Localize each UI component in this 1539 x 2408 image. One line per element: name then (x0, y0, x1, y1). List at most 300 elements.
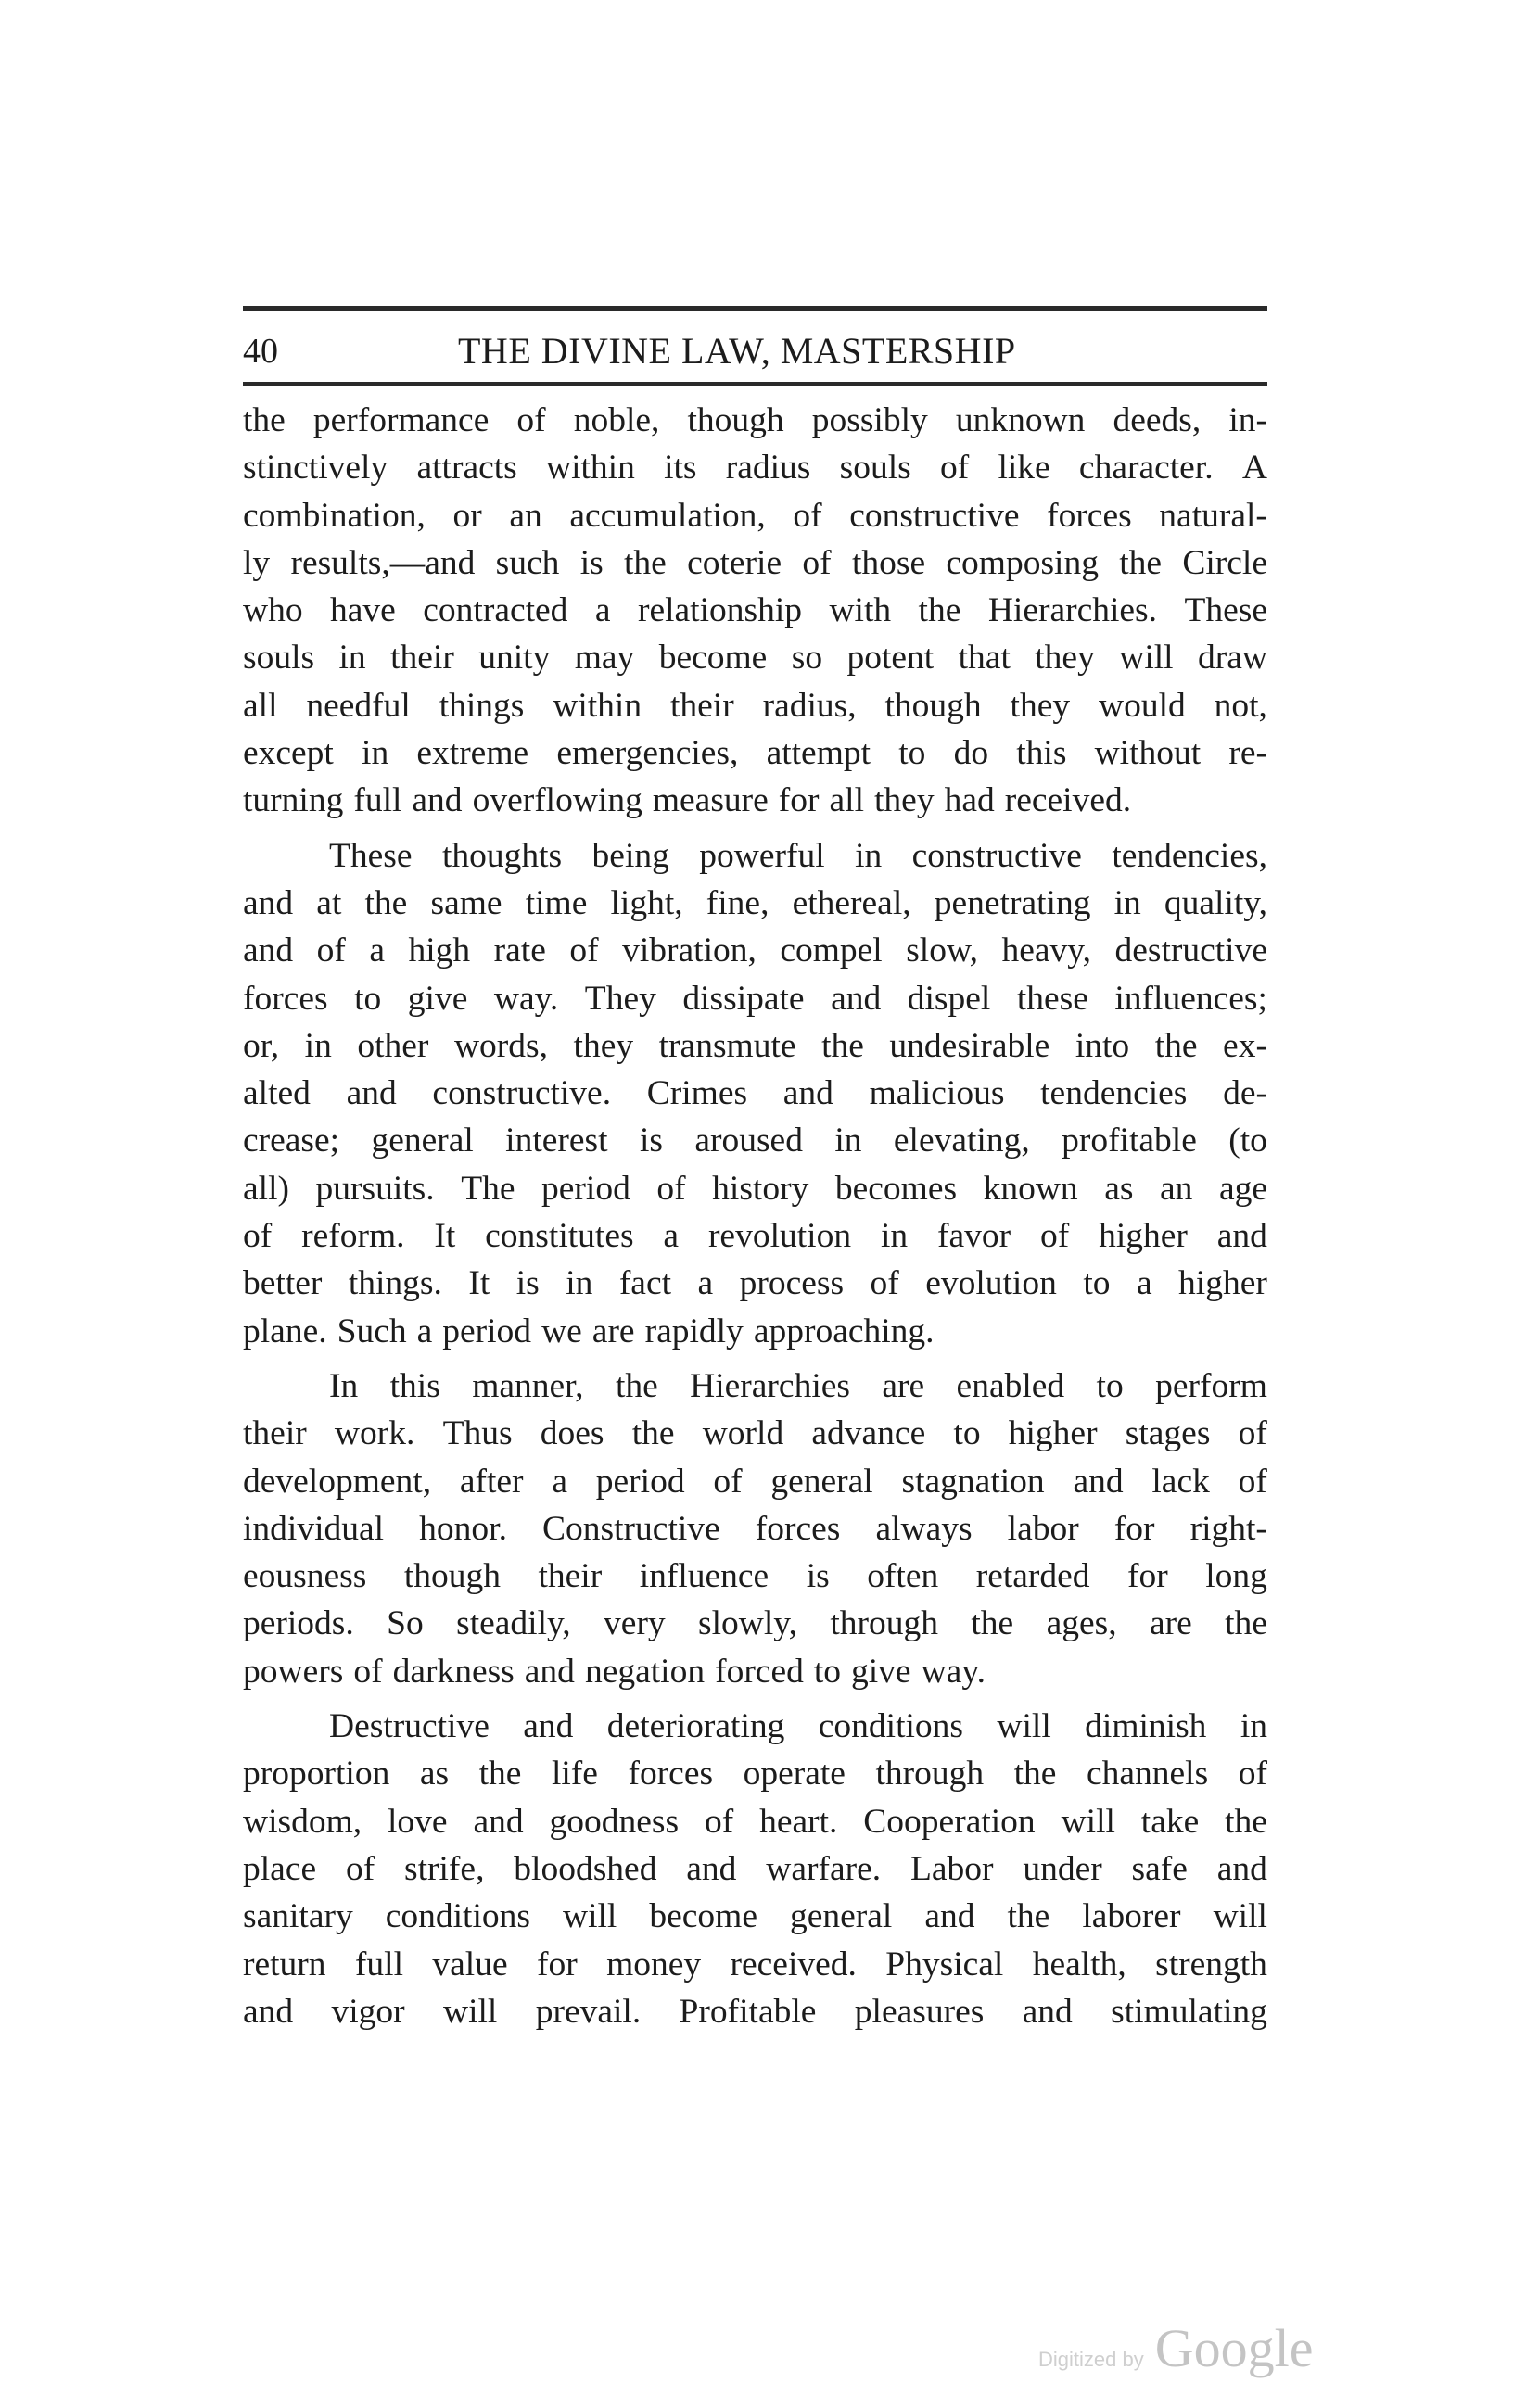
word: period (595, 1462, 685, 1501)
word: known (983, 1169, 1078, 1208)
word: and (924, 1897, 975, 1936)
word: with (829, 591, 892, 630)
word: of (704, 1802, 734, 1841)
word: deeds, (1113, 401, 1202, 439)
word: time (525, 883, 588, 922)
word: of (793, 496, 822, 535)
word: Hierarchies (690, 1366, 850, 1405)
word: we (541, 1312, 582, 1350)
word: full (354, 1945, 403, 1983)
word: received. (730, 1945, 857, 1983)
word: conditions (818, 1707, 964, 1746)
word: The (461, 1169, 515, 1208)
word: wisdom, (243, 1802, 362, 1841)
text-line (243, 1117, 1267, 1164)
word: all (829, 781, 865, 820)
word: diminish (1085, 1707, 1207, 1746)
word: alted (243, 1074, 311, 1113)
word: world (702, 1414, 784, 1453)
word: may (574, 639, 635, 678)
word: of (569, 932, 599, 970)
word: as (1104, 1169, 1134, 1208)
text-line (243, 1410, 1267, 1457)
word: and (686, 1849, 737, 1888)
word: accumulation, (569, 496, 766, 535)
word: eousness (243, 1557, 367, 1596)
paragraph (243, 397, 1267, 825)
word: and (1022, 1992, 1073, 2031)
word: These (329, 836, 413, 875)
word: labor (1007, 1509, 1079, 1548)
body-text (243, 397, 1267, 2035)
word: such (495, 543, 560, 582)
word: to (1096, 1366, 1124, 1405)
word: powers (243, 1652, 344, 1691)
digitized-by-google-watermark (1038, 2317, 1313, 2379)
paragraph-gap (243, 1355, 1267, 1362)
word: and (1073, 1462, 1124, 1501)
text-line (243, 1070, 1267, 1117)
word: become (649, 1897, 757, 1936)
text-line (243, 1941, 1267, 1988)
word: for (778, 781, 820, 820)
text-line (243, 1703, 1267, 1750)
word: period (442, 1312, 532, 1350)
word: proportion (243, 1755, 390, 1793)
word: is (579, 543, 604, 582)
word: or (452, 496, 482, 535)
word: needful (306, 686, 411, 725)
word: is (639, 1122, 663, 1160)
word: high (408, 932, 471, 970)
word: forces (628, 1755, 714, 1793)
word: their (390, 639, 454, 678)
word: in (880, 1217, 909, 1256)
word: or, (243, 1026, 280, 1065)
word: will (997, 1707, 1051, 1746)
word: and (1216, 1849, 1267, 1888)
text-line (243, 975, 1267, 1022)
word: not, (1214, 686, 1267, 725)
word: reform. (301, 1217, 405, 1256)
word: souls (243, 639, 315, 678)
text-line (243, 729, 1267, 777)
word: relationship (637, 591, 802, 630)
word: the (1119, 543, 1163, 582)
word: same (430, 883, 502, 922)
text-line (243, 1308, 1267, 1355)
text-line (243, 539, 1267, 587)
word: stinctively (243, 449, 388, 488)
word: of (316, 932, 346, 970)
word: long (1205, 1557, 1267, 1596)
word: combination, (243, 496, 426, 535)
word: way. (493, 979, 559, 1018)
word: negation (584, 1652, 706, 1691)
word: Physical (885, 1945, 1004, 1983)
word: manner, (472, 1366, 584, 1405)
word: Crimes (646, 1074, 748, 1113)
word: interest (505, 1122, 608, 1160)
text-line (243, 1362, 1267, 1410)
word: in (1240, 1707, 1267, 1746)
text-line (243, 1260, 1267, 1307)
text-line (243, 682, 1267, 729)
word: of (656, 1169, 686, 1208)
watermark-prefix: Digitized by (1038, 2348, 1144, 2371)
word: potent (846, 639, 935, 678)
word: all) (243, 1169, 289, 1208)
word: strength (1155, 1945, 1267, 1983)
running-title: THE DIVINE LAW, MASTERSHIP (458, 330, 1016, 372)
word: for (1113, 1509, 1155, 1548)
word: except (243, 734, 334, 773)
word: period (541, 1169, 630, 1208)
word: and (412, 781, 463, 820)
word: performance (312, 401, 490, 439)
word: an (1160, 1169, 1193, 1208)
word: their (669, 686, 734, 725)
word: Hierarchies. (987, 591, 1158, 630)
word: a (663, 1217, 680, 1256)
word: laborer (1082, 1897, 1181, 1936)
word: higher (1178, 1264, 1267, 1303)
word: ex- (1223, 1026, 1267, 1065)
word: process (739, 1264, 845, 1303)
word: work. (334, 1414, 415, 1453)
word: and (831, 979, 882, 1018)
word: and (523, 1707, 574, 1746)
word: become (658, 639, 768, 678)
word: place (243, 1849, 317, 1888)
word: at (316, 883, 342, 922)
word: of (1039, 1217, 1070, 1256)
word: for (1127, 1557, 1168, 1596)
word: these (1016, 979, 1088, 1018)
text-line (243, 1845, 1267, 1893)
word: and (782, 1074, 833, 1113)
word: favor (936, 1217, 1011, 1256)
word: unity (478, 639, 551, 678)
word: to (813, 1652, 842, 1691)
word: lack (1151, 1462, 1210, 1501)
word: without (1094, 734, 1202, 773)
word: in- (1228, 401, 1267, 439)
word: other (357, 1026, 429, 1065)
word: the (1013, 1755, 1057, 1793)
word: a (369, 932, 386, 970)
word: things. (348, 1264, 442, 1303)
word: fine, (706, 883, 770, 922)
word: to (953, 1414, 981, 1453)
word: to (354, 979, 382, 1018)
text-line (243, 444, 1267, 491)
word: sanitary (243, 1897, 353, 1936)
word: would (1098, 686, 1186, 725)
running-head (243, 326, 1267, 382)
word: the (1007, 1897, 1050, 1936)
word: they (1010, 686, 1071, 725)
word: thoughts (441, 836, 563, 875)
word: goodness (549, 1802, 680, 1841)
word: those (851, 543, 926, 582)
word: are (591, 1312, 635, 1350)
word: of (1238, 1755, 1267, 1793)
word: the (1225, 1604, 1267, 1643)
word: general (371, 1122, 474, 1160)
word: for (536, 1945, 578, 1983)
page-number: 40 (243, 332, 278, 371)
header-rule (243, 382, 1267, 386)
word: within (545, 449, 635, 488)
word: though (687, 401, 784, 439)
word: though (884, 686, 982, 725)
word: dissipate (682, 979, 805, 1018)
word: de- (1223, 1074, 1267, 1113)
word: their (243, 1414, 307, 1453)
word: the (478, 1755, 522, 1793)
word: deteriorating (606, 1707, 785, 1746)
word: the (971, 1604, 1014, 1643)
text-line (243, 1600, 1267, 1647)
word: ages, (1046, 1604, 1117, 1643)
word: in (566, 1264, 593, 1303)
word: the (631, 1414, 675, 1453)
word: enabled (956, 1366, 1065, 1405)
word: to (898, 734, 926, 773)
word: unknown (955, 401, 1086, 439)
word: is (806, 1557, 830, 1596)
word: conditions (385, 1897, 530, 1936)
word: they (573, 1026, 634, 1065)
word: have (330, 591, 396, 630)
word: so (791, 639, 823, 678)
word: are (882, 1366, 925, 1405)
word: health, (1032, 1945, 1126, 1983)
word: Cooperation (863, 1802, 1036, 1841)
word: strife, (404, 1849, 485, 1888)
word: plane. (243, 1312, 327, 1350)
word: safe (1131, 1849, 1188, 1888)
word: bloodshed (514, 1849, 657, 1888)
text-line (243, 1750, 1267, 1797)
word: right- (1189, 1509, 1267, 1548)
word: received. (1004, 781, 1132, 820)
word: always (875, 1509, 973, 1548)
word: words, (453, 1026, 548, 1065)
word: will (1119, 639, 1174, 678)
word: as (419, 1755, 450, 1793)
word: will (563, 1897, 617, 1936)
word: general (789, 1897, 893, 1936)
word: dispel (907, 979, 991, 1018)
word: Profitable (679, 1992, 817, 2031)
word: radius (725, 449, 811, 488)
word: approaching. (753, 1312, 935, 1350)
word: the (821, 1026, 864, 1065)
word: vigor (331, 1992, 405, 2031)
word: Thus (442, 1414, 513, 1453)
word: of (345, 1849, 375, 1888)
word: evolution (925, 1264, 1057, 1303)
text-line (243, 1505, 1267, 1553)
google-logo: Google (1154, 2318, 1314, 2378)
word: an (509, 496, 542, 535)
word: destructive (1114, 932, 1267, 970)
word: a (594, 591, 611, 630)
word: their (538, 1557, 603, 1596)
text-line (243, 777, 1267, 824)
word: Constructive (542, 1509, 720, 1548)
word: tendencies (1040, 1074, 1188, 1113)
word: pursuits. (315, 1169, 435, 1208)
word: advance (811, 1414, 926, 1453)
word: being (591, 836, 669, 875)
text-line (243, 1165, 1267, 1212)
word: like (998, 449, 1050, 488)
word: crease; (243, 1122, 340, 1160)
word: It (434, 1217, 456, 1256)
word: though (403, 1557, 501, 1596)
word: channels (1086, 1755, 1209, 1793)
word: they (874, 781, 935, 820)
word: contracted (423, 591, 568, 630)
word: they (1035, 639, 1095, 678)
word: stagnation (901, 1462, 1045, 1501)
word: its (664, 449, 697, 488)
text-line (243, 587, 1267, 634)
word: the (364, 883, 408, 922)
word: natural- (1159, 496, 1267, 535)
word: light, (610, 883, 683, 922)
word: in (855, 836, 883, 875)
word: emergencies, (556, 734, 739, 773)
word: does (540, 1414, 604, 1453)
word: and (524, 1652, 575, 1691)
word: slowly, (698, 1604, 797, 1643)
word: give (407, 979, 468, 1018)
word: through (875, 1755, 985, 1793)
word: that (958, 639, 1011, 678)
word: and (473, 1802, 524, 1841)
text-line (243, 1458, 1267, 1505)
word: ly (243, 543, 271, 582)
word: in (1113, 883, 1141, 922)
word: Destructive (329, 1707, 490, 1746)
word: pleasures (854, 1992, 985, 2031)
word: a (1136, 1264, 1152, 1303)
word: They (584, 979, 656, 1018)
word: compel (780, 932, 883, 970)
word: the (624, 543, 667, 582)
word: age (1218, 1169, 1267, 1208)
word: value (432, 1945, 508, 1983)
word: forces (755, 1509, 841, 1548)
word: give (851, 1652, 911, 1691)
word: this (389, 1366, 440, 1405)
word: honor. (419, 1509, 507, 1548)
word: penetrating (934, 883, 1091, 922)
word: It (468, 1264, 490, 1303)
word: revolution (707, 1217, 852, 1256)
word: in (304, 1026, 332, 1065)
text-line (243, 832, 1267, 880)
word: of (713, 1462, 743, 1501)
paragraph (243, 1362, 1267, 1695)
word: higher (1008, 1414, 1098, 1453)
word: heavy, (1001, 932, 1091, 970)
word: will (443, 1992, 498, 2031)
word: composing (946, 543, 1099, 582)
word: in (338, 639, 366, 678)
word: periods. (243, 1604, 354, 1643)
word: constructive. (432, 1074, 612, 1113)
word: stimulating (1111, 1992, 1267, 2031)
word: re- (1228, 734, 1267, 773)
word: attracts (416, 449, 517, 488)
word: warfare. (766, 1849, 882, 1888)
word: souls (839, 449, 911, 488)
text-line (243, 634, 1267, 681)
word: darkness (392, 1652, 515, 1691)
word: constructive (911, 836, 1082, 875)
word: under (1023, 1849, 1102, 1888)
word: in (834, 1122, 862, 1160)
word: the (1225, 1802, 1267, 1841)
paragraph (243, 832, 1267, 1355)
word: forces (1047, 496, 1132, 535)
word: These (1184, 591, 1267, 630)
word: life (551, 1755, 598, 1793)
word: character. (1078, 449, 1214, 488)
text-line (243, 880, 1267, 927)
word: into (1075, 1026, 1130, 1065)
word: operate (743, 1755, 846, 1793)
text-line (243, 397, 1267, 444)
word: love (388, 1802, 448, 1841)
word: attempt (766, 734, 871, 773)
word: a (416, 1312, 433, 1350)
word: draw (1198, 639, 1267, 678)
word: rapidly (644, 1312, 744, 1350)
top-rule (243, 306, 1267, 311)
word: powerful (699, 836, 825, 875)
word: the (918, 591, 961, 630)
word: influence (639, 1557, 770, 1596)
word: of (516, 401, 546, 439)
word: constructive (849, 496, 1020, 535)
word: So (387, 1604, 424, 1643)
word: things (439, 686, 525, 725)
word: profitable (1062, 1122, 1197, 1160)
word: of (353, 1652, 383, 1691)
word: Labor (909, 1849, 994, 1888)
word: of (802, 543, 832, 582)
word: a (552, 1462, 567, 1501)
word: better (243, 1264, 323, 1303)
word: noble, (573, 401, 660, 439)
word: who (243, 591, 303, 630)
word: coterie (687, 543, 782, 582)
word: the (615, 1366, 658, 1405)
word: return (243, 1945, 326, 1983)
word: the (1154, 1026, 1198, 1065)
word: and (243, 932, 294, 970)
paragraph-gap (243, 1695, 1267, 1703)
word: In (329, 1366, 359, 1405)
text-line (243, 927, 1267, 974)
word: influences; (1114, 979, 1267, 1018)
